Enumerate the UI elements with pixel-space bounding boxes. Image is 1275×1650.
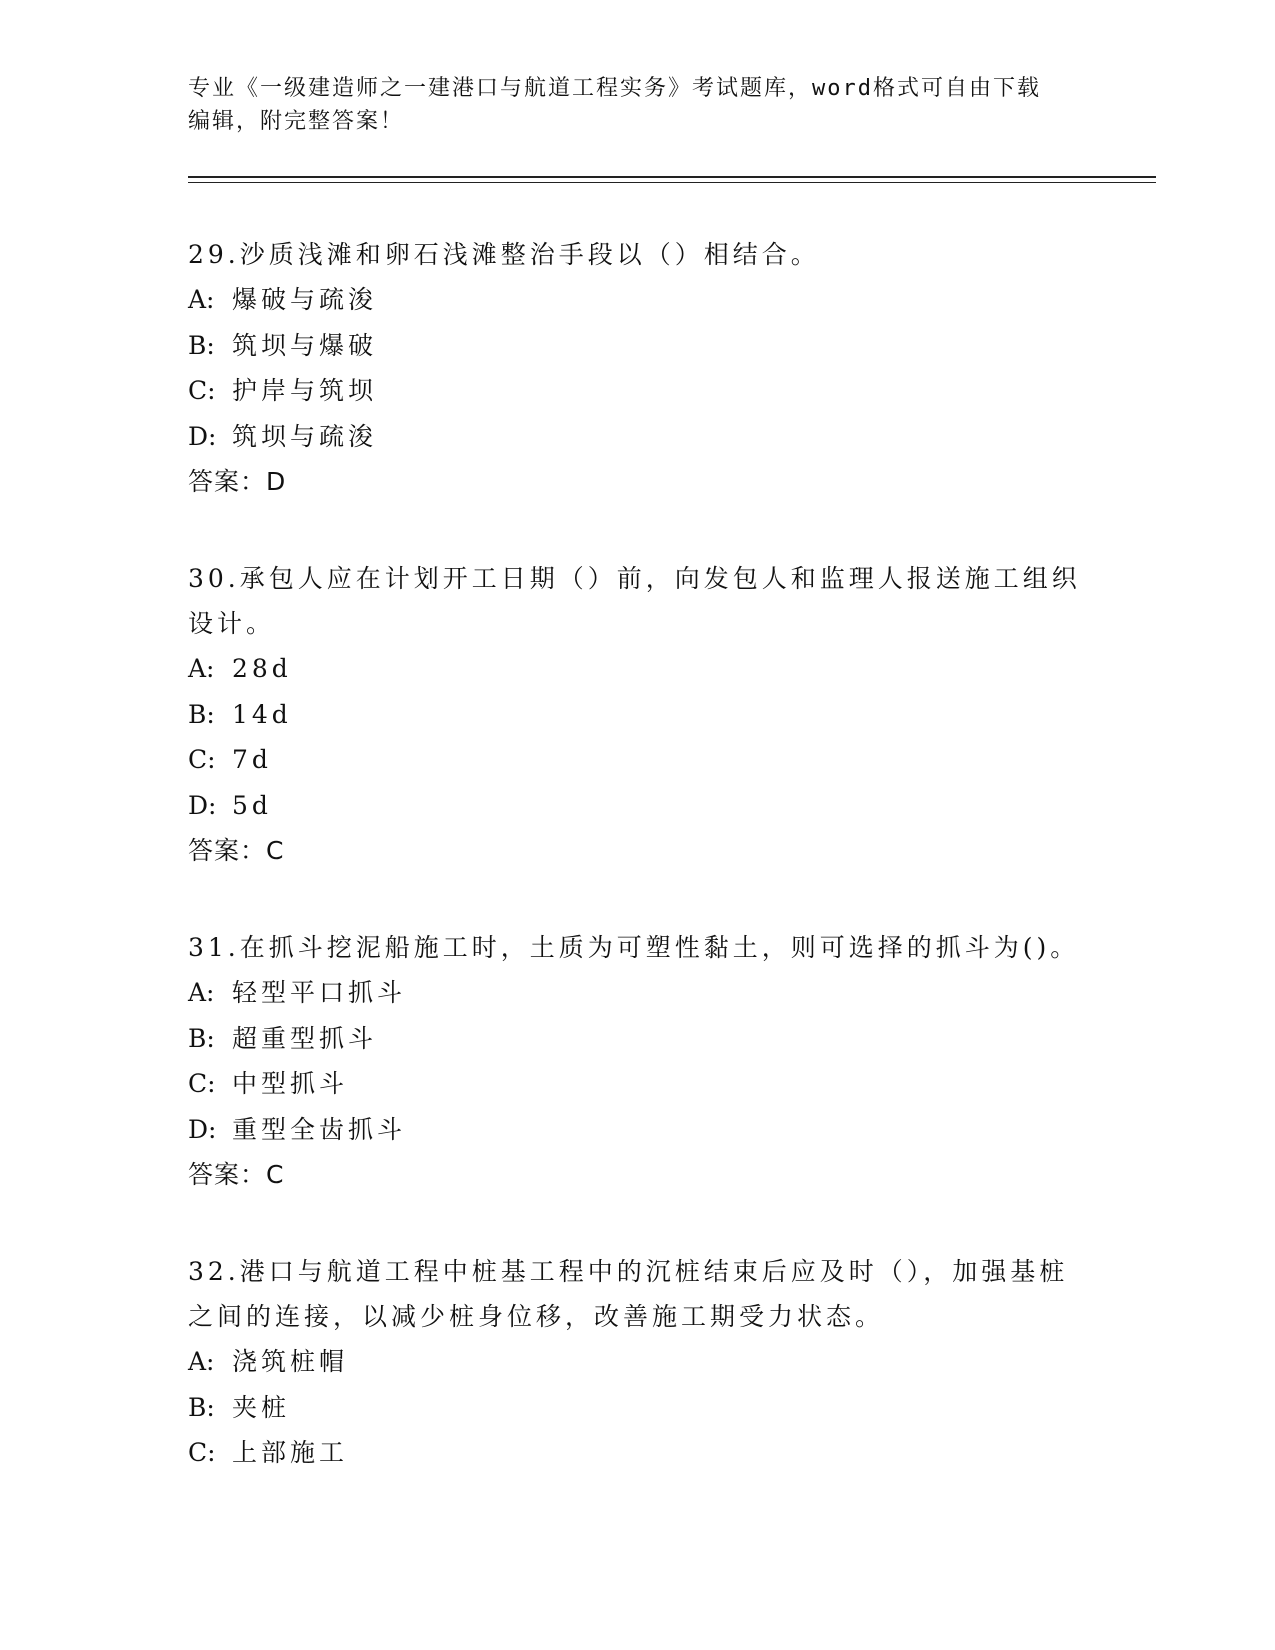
option-text: 轻型平口抓斗 (232, 978, 407, 1007)
option-text: 上部施工 (232, 1438, 349, 1467)
header-line-1: 专业《一级建造师之一建港口与航道工程实务》考试题库，word格式可自由下载 (188, 76, 1041, 101)
option-text: 28d (232, 654, 292, 683)
option-text: 夹桩 (232, 1392, 291, 1422)
option-a (188, 1339, 1088, 1385)
option-letter: A: (188, 1347, 215, 1376)
option-letter: B: (188, 330, 215, 360)
option-letter: B: (188, 1392, 215, 1422)
answer-line: 答案：C (188, 1160, 285, 1189)
option-text: 5d (232, 790, 272, 820)
option-text: 筑坝与爆破 (232, 330, 378, 360)
option-c (188, 368, 1088, 414)
option-letter: C: (188, 376, 216, 405)
option-d (188, 414, 1088, 460)
question-text: 30.承包人应在计划开工日期（）前，向发包人和监理人报送施工组织设计。 (188, 564, 1081, 638)
option-a (188, 646, 1088, 692)
option-letter: D: (188, 790, 217, 820)
option-text: 7d (232, 745, 272, 774)
option-text: 重型全齿抓斗 (232, 1114, 407, 1144)
option-letter: D: (188, 421, 217, 451)
question-32 (188, 1249, 1088, 1476)
header-line-2: 编辑，附完整答案！ (188, 109, 405, 134)
option-c (188, 1430, 1088, 1476)
option-letter: C: (188, 1438, 216, 1467)
question-31 (188, 925, 1088, 1197)
question-text: 31.在抓斗挖泥船施工时，土质为可塑性黏土，则可选择的抓斗为()。 (188, 933, 1080, 962)
option-text: 护岸与筑坝 (232, 376, 378, 405)
option-letter: A: (188, 978, 215, 1007)
option-text: 超重型抓斗 (232, 1023, 378, 1053)
question-29 (188, 232, 1088, 504)
option-c (188, 1061, 1088, 1107)
option-d (188, 1107, 1088, 1153)
option-c (188, 737, 1088, 783)
option-letter: B: (188, 1023, 215, 1053)
option-letter: D: (188, 1114, 217, 1144)
option-a (188, 277, 1088, 323)
header-divider-thick (188, 176, 1156, 178)
option-b (188, 1016, 1088, 1062)
document-header (188, 72, 1088, 138)
option-b (188, 692, 1088, 738)
question-text: 32.港口与航道工程中桩基工程中的沉桩结束后应及时（），加强基桩之间的连接，以减少桩身位移，改善施工期受力状态。 (188, 1257, 1069, 1331)
option-b (188, 1385, 1088, 1431)
answer-line: 答案：D (188, 467, 287, 496)
option-text: 14d (232, 699, 292, 729)
option-a (188, 970, 1088, 1016)
option-b (188, 323, 1088, 369)
option-text: 筑坝与疏浚 (232, 421, 378, 451)
option-letter: A: (188, 285, 215, 314)
option-letter: A: (188, 654, 215, 683)
option-letter: C: (188, 1069, 216, 1098)
option-text: 浇筑桩帽 (232, 1347, 349, 1376)
option-d (188, 783, 1088, 829)
option-text: 爆破与疏浚 (232, 285, 378, 314)
question-list (188, 232, 1088, 1528)
header-divider-thin (188, 182, 1156, 183)
option-letter: B: (188, 699, 215, 729)
option-letter: C: (188, 745, 216, 774)
question-text: 29.沙质浅滩和卵石浅滩整治手段以（）相结合。 (188, 240, 820, 269)
question-30 (188, 556, 1088, 873)
option-text: 中型抓斗 (232, 1069, 349, 1098)
answer-line: 答案：C (188, 836, 285, 865)
